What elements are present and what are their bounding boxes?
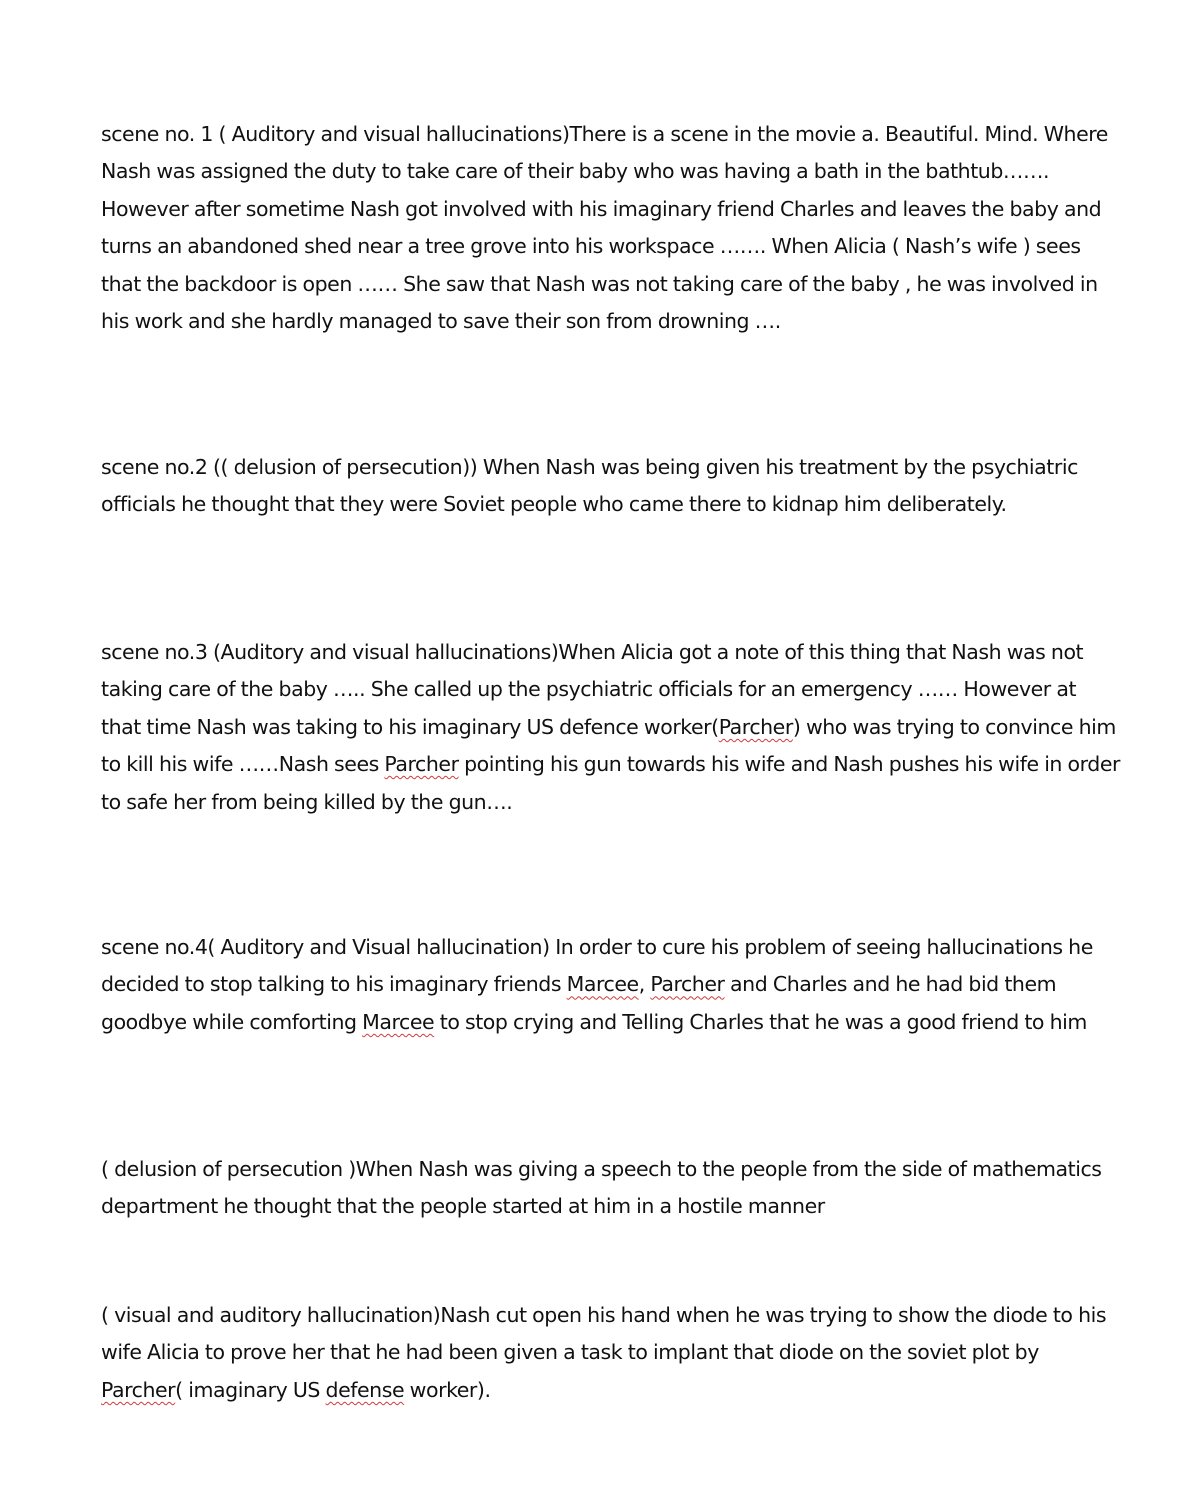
paragraph-scene-4: [101, 929, 1121, 1041]
text-run: worker).: [404, 1377, 491, 1402]
misspelled-word[interactable]: Marcee: [362, 1009, 435, 1034]
text-run: ( visual and auditory hallucination)Nash cut open his hand when he was trying to show the diode to his wife Alicia to prove her that he had been given a task to implant that diode on the soviet plot by: [101, 1303, 1107, 1365]
text-run: ,: [638, 972, 651, 997]
text-run: to stop crying and Telling Charles that he was a good friend to him: [434, 1009, 1087, 1034]
misspelled-word[interactable]: defense: [325, 1377, 405, 1402]
text-run: pointing his gun towards his wife and Nash pushes his wife in order to safe her from being killed by the gun….: [101, 752, 1120, 814]
paragraph-scene-2: scene no.2 (( delusion of persecution)) When Nash was being given his treatment by the psychiatric officials he thought that they were Soviet people who came there to kidnap him deliberately.: [101, 455, 1078, 517]
paragraph-scene-3: [101, 634, 1121, 821]
misspelled-word[interactable]: Parcher: [650, 972, 725, 997]
text-run: ) who was trying to convince him to kill his wife ……Nash sees: [101, 714, 1116, 777]
paragraph-persecution-speech: ( delusion of persecution )When Nash was giving a speech to the people from the side of mathematics department he thought that the people started at him in a hostile manner: [101, 1157, 1102, 1219]
text-run: scene no.3 (Auditory and visual hallucinations)When Alicia got a note of this thing that Nash was not taking care of the baby ….. She called up the psychiatric officials for an emergency …… However at that time Nash was taking to his imaginary US defence worker(: [101, 640, 1084, 739]
misspelled-word[interactable]: Parcher: [718, 714, 793, 739]
text-run: and Charles and he had bid them goodbye while comforting: [101, 972, 1057, 1034]
paragraph-hallucination-diode: [101, 1297, 1121, 1409]
misspelled-word[interactable]: Marcee: [566, 972, 639, 997]
misspelled-word[interactable]: Parcher: [384, 752, 459, 777]
text-run: scene no.4( Auditory and Visual hallucination) In order to cure his problem of seeing hallucinations he decided to stop talking to his imaginary friends: [101, 935, 1093, 997]
paragraph-scene-1: scene no. 1 ( Auditory and visual hallucinations)There is a scene in the movie a. Beautiful. Mind. Where Nash was assigned the duty to take care of their baby who was having a bath in the bathtub……. However after sometime Nash got involved with his imaginary friend Charles and leaves the baby and turns an abandoned shed near a tree grove into his workspace ……. When Alicia ( Nash’s wife ) sees that the backdoor is open …… She saw that Nash was not taking care of the baby , he was involved in his work and she hardly managed to save their son from drowning ….: [101, 122, 1108, 334]
text-run: ( imaginary US: [175, 1377, 326, 1402]
misspelled-word[interactable]: Parcher: [101, 1377, 176, 1402]
